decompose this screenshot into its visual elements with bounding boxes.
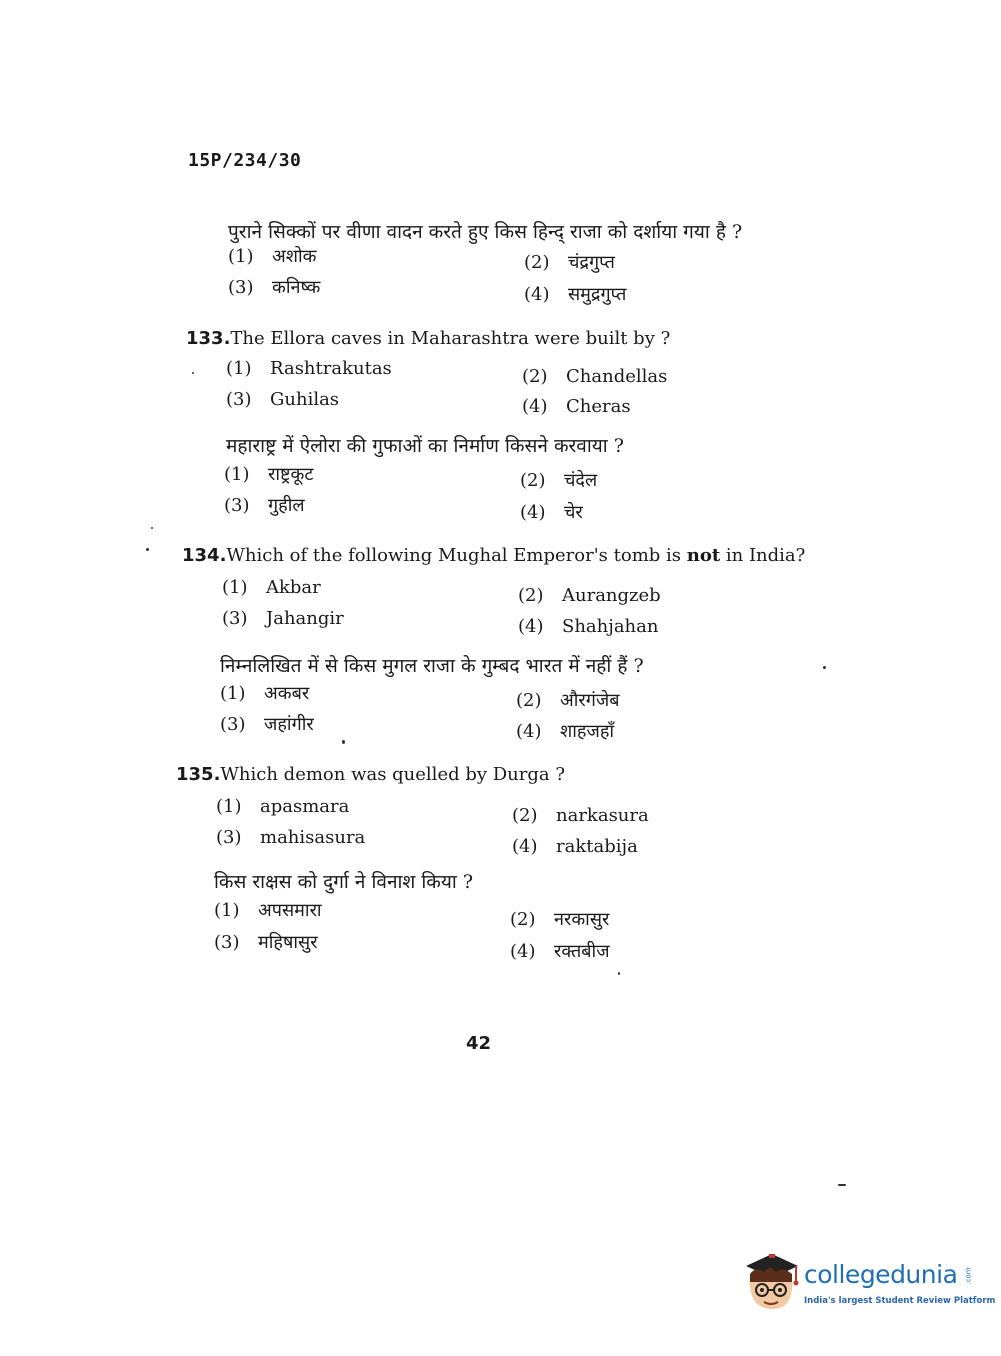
option-number: (1) <box>216 796 242 817</box>
option-number: (3) <box>222 608 248 629</box>
option-1 <box>226 358 392 379</box>
scan-speck <box>342 740 345 744</box>
option-number: (3) <box>214 932 240 953</box>
option-text: Chandellas <box>566 366 668 387</box>
scan-speck <box>151 527 153 529</box>
option-3-hindi <box>214 930 318 954</box>
option-number: (1) <box>226 358 252 379</box>
option-2-hindi <box>510 907 609 931</box>
scan-speck <box>618 972 620 975</box>
option-number: (1) <box>228 246 254 267</box>
question-text-english <box>182 545 805 566</box>
scan-speck <box>823 666 826 669</box>
question-text-hindi: पुराने सिक्कों पर वीणा वादन करते हुए किस हिन्द् राजा को दर्शाया गया है ? <box>228 221 743 243</box>
question-english-pre: Which of the following Mughal Emperor's tomb is <box>226 545 687 566</box>
option-text: narkasura <box>556 805 649 826</box>
mascot-logo-icon <box>742 1252 800 1312</box>
option-number: (2) <box>516 690 542 711</box>
brand-domain-suffix: .com <box>964 1267 973 1285</box>
option-1 <box>222 577 321 598</box>
scan-speck <box>838 1184 846 1186</box>
option-number: (4) <box>516 721 542 742</box>
option-2 <box>522 366 667 387</box>
scan-speck <box>146 548 149 551</box>
option-text: mahisasura <box>260 827 366 848</box>
question-text-hindi: निम्नलिखित में से किस मुगल राजा के गुम्बद भारत में नहीं हैं ? <box>220 655 644 677</box>
option-text: समुद्रगुप्त <box>568 284 627 305</box>
option-text: चंद्रगुप्त <box>568 252 615 273</box>
question-english: Which demon was quelled by Durga ? <box>220 764 566 785</box>
question-text-hindi: महाराष्ट्र में ऐलोरा की गुफाओं का निर्माण किसने करवाया ? <box>226 435 624 457</box>
question-number: 133. <box>186 328 231 349</box>
option-text: चेर <box>564 502 583 523</box>
option-text: अशोक <box>272 246 317 267</box>
question-text-hindi: किस राक्षस को दुर्गा ने विनाश किया ? <box>214 871 474 893</box>
option-4 <box>518 616 658 637</box>
option-text: raktabija <box>556 836 638 857</box>
option-2 <box>518 585 661 606</box>
option-number: (2) <box>522 366 548 387</box>
option-text: apasmara <box>260 796 350 817</box>
option-text: कनिष्क <box>272 277 321 298</box>
option-4-hindi <box>510 939 610 963</box>
option-number: (4) <box>520 502 546 523</box>
option-1-hindi <box>224 462 313 486</box>
option-number: (3) <box>226 389 252 410</box>
option-2-hindi <box>520 468 597 492</box>
option-3-hindi <box>220 712 314 736</box>
option-number: (4) <box>510 941 536 962</box>
option-2 <box>524 250 615 274</box>
option-number: (2) <box>524 252 550 273</box>
option-3 <box>222 608 344 629</box>
option-1-hindi <box>220 681 309 705</box>
brand-tagline: India's largest Student Review Platform <box>804 1296 996 1306</box>
question-english-bold: not <box>686 545 721 566</box>
option-3 <box>226 389 339 410</box>
option-text: अकबर <box>264 683 310 704</box>
option-text: गुहील <box>268 495 305 516</box>
option-3-hindi <box>224 493 305 517</box>
option-text: Cheras <box>566 396 631 417</box>
option-1-hindi <box>214 898 322 922</box>
question-number: 135. <box>176 764 221 785</box>
option-3 <box>216 827 365 848</box>
option-number: (3) <box>220 714 246 735</box>
option-number: (2) <box>512 805 538 826</box>
option-text: शाहजहाँ <box>560 721 615 742</box>
option-text: Guhilas <box>270 389 340 410</box>
option-4-hindi <box>516 719 614 743</box>
option-1 <box>216 796 349 817</box>
option-number: (3) <box>224 495 250 516</box>
option-4 <box>522 396 631 417</box>
option-text: राष्ट्रकूट <box>268 464 314 485</box>
option-number: (4) <box>522 396 548 417</box>
option-text: चंदेल <box>564 470 598 491</box>
collegedunia-watermark <box>742 1252 996 1314</box>
option-3 <box>228 275 320 299</box>
option-4-hindi <box>520 500 583 524</box>
scan-speck <box>192 372 194 374</box>
option-text: Shahjahan <box>562 616 659 637</box>
page-number: 42 <box>466 1033 492 1054</box>
option-number: (2) <box>520 470 546 491</box>
option-4 <box>512 836 638 857</box>
option-number: (2) <box>518 585 544 606</box>
option-text: नरकासुर <box>554 909 610 930</box>
question-number: 134. <box>182 545 227 566</box>
option-number: (1) <box>222 577 248 598</box>
option-text: रक्तबीज <box>554 941 610 962</box>
option-number: (1) <box>224 464 250 485</box>
option-text: जहांगीर <box>264 714 314 735</box>
option-number: (4) <box>518 616 544 637</box>
option-number: (4) <box>524 284 550 305</box>
option-text: Jahangir <box>266 608 344 629</box>
option-text: महिषासुर <box>258 932 318 953</box>
question-text-english <box>176 764 565 785</box>
paper-code: 15P/234/30 <box>188 150 302 171</box>
option-text: अपसमारा <box>258 900 322 921</box>
option-4 <box>524 282 626 306</box>
option-text: औरगंजेब <box>560 690 620 711</box>
option-number: (1) <box>220 683 246 704</box>
option-number: (3) <box>228 277 254 298</box>
question-english: The Ellora caves in Maharashtra were built by ? <box>230 328 671 349</box>
option-2 <box>512 805 649 826</box>
brand-name: collegedunia <box>804 1260 958 1289</box>
option-text: Aurangzeb <box>562 585 661 606</box>
option-number: (3) <box>216 827 242 848</box>
option-text: Rashtrakutas <box>270 358 392 379</box>
option-number: (2) <box>510 909 536 930</box>
option-1 <box>228 244 316 268</box>
option-text: Akbar <box>266 577 321 598</box>
question-english-post: in India? <box>720 545 806 566</box>
option-2-hindi <box>516 688 620 712</box>
option-number: (1) <box>214 900 240 921</box>
question-text-english <box>186 328 670 349</box>
option-number: (4) <box>512 836 538 857</box>
